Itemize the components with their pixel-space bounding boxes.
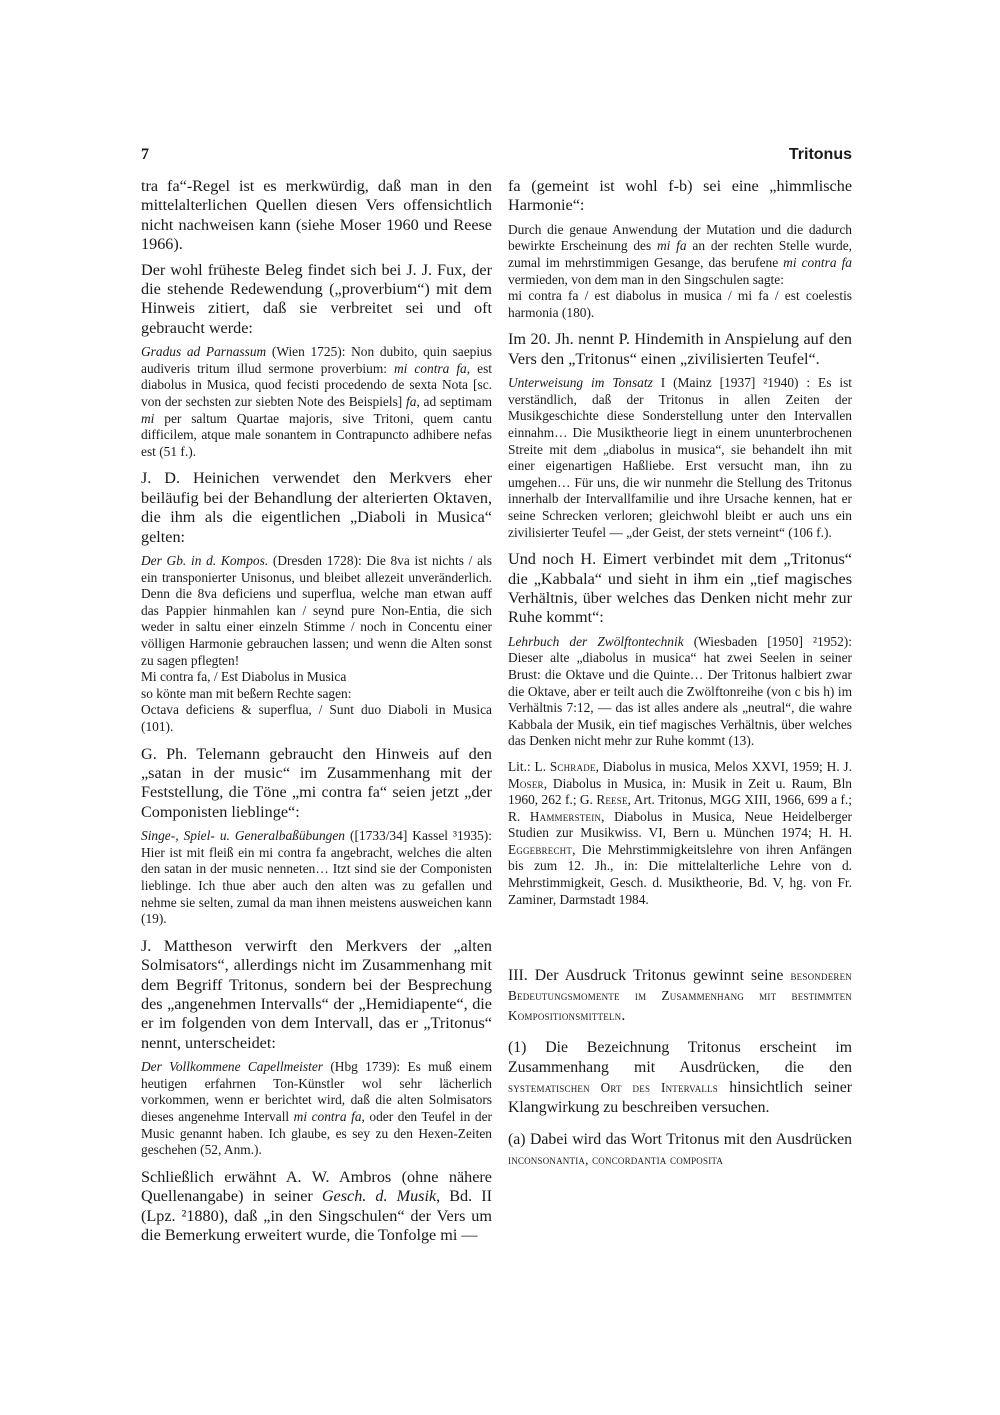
- quote-text: , ad septimam: [416, 394, 493, 410]
- quotation-ambros: [508, 222, 852, 322]
- lit-text: Lit.: L.: [508, 758, 550, 774]
- quote-text: , oder den Teufel in der Music genannt haben. Ich glaube, es sey zu den Hexen-Zeiten geschehen (52, Anm.).: [141, 1108, 492, 1158]
- lit-text: , Diabolus in musica, Melos XXVI, 1959; H. J.: [595, 758, 852, 774]
- source-title: Unterweisung im Tonsatz: [508, 375, 653, 391]
- quotation-hindemith: [508, 375, 852, 541]
- author-name: Reese: [596, 792, 628, 808]
- quote-text: (Wiesbaden [1950] ²1952): Dieser alte „diabolus in musica“ hat zwei Seelen in seiner Brust: die Oktave und die Quinte… Der Tritonus halbiert zwar die Oktave, aber er teilt auch die Zwölftonreihe (von c bis h) im Verhältnis 7:12, — das ist alles andere als „neutral“, die wahre Kabbala der Musik, ein tief magisches Verhältnis, über welches das Denken nicht mehr zur Ruhe kommt (13).: [508, 633, 852, 749]
- quote-emphasis: mi contra fa: [783, 255, 852, 270]
- subsection-a: [508, 1130, 852, 1170]
- author-name: Eggebrecht: [508, 841, 573, 857]
- running-head: Tritonus: [788, 146, 852, 163]
- quote-text: an der rechten Stelle wurde, zumal im mehrstimmigen Gesange, das berufene: [508, 238, 852, 270]
- subsection-1: [508, 1038, 852, 1118]
- quotation-fux: [141, 344, 492, 460]
- quotation-heinichen: [141, 553, 492, 736]
- section-text: hinsichtlich seiner Klangwirkung zu beschreiben versuchen.: [508, 1079, 852, 1117]
- lit-text: , Art. Tritonus, MGG XIII, 1966, 699 a f.; R.: [508, 792, 852, 824]
- paragraph: J. D. Heinichen verwendet den Merkvers eher beiläufig bei der Behandlung der alterierten Oktaven, die ihm als die eigentlichen „Diaboli in Musica“ gelten:: [141, 469, 492, 546]
- quote-line: Mi contra fa, / Est Diabolus in Musica: [141, 669, 347, 685]
- quote-text: (Wien 1725): Non dubito, quin saepius audiveris tritum illud sermone proverbium:: [141, 344, 493, 376]
- quote-text: (Dresden 1728): Die 8va ist nichts / als ein transponierter Unisonus, und bleibet allezeit unveränderlich. Denn die 8va deficiens und superflua, welche man etwan auff das Pappier hinmahlen kan / seynd pure Non-Entia, die sich weder in saltu einer einzeln Stimme / noch in Concentu einer völligen Harmonie gebrauchen lassen; und wenn die Alten sonst zu sagen pflegten!: [141, 553, 492, 668]
- quote-emphasis: mi contra fa: [293, 1108, 362, 1124]
- source-title: Singe-, Spiel- u. Generalbaßübungen: [141, 828, 345, 844]
- quote-line: mi contra fa / est diabolus in musica / mi fa / est coelestis harmonia (180).: [508, 288, 852, 320]
- source-title: Der Gb. in d. Kompos.: [141, 553, 269, 569]
- source-title: Der Vollkommene Capellmeister: [141, 1059, 323, 1075]
- quotation-mattheson: [141, 1059, 492, 1159]
- page-number: 7: [141, 146, 149, 163]
- paragraph: Der wohl früheste Beleg findet sich bei J. J. Fux, der die stehende Redewendung („proverbium“) mit dem Hinweis zitiert, daß sie verbreitet sei und oft gebraucht werde:: [141, 260, 492, 337]
- paragraph: tra fa“-Regel ist es merkwürdig, daß man in den mittelalterlichen Quellen diesen Vers offensichtlich nicht nachweisen kann (siehe Moser 1960 und Reese 1966).: [141, 177, 492, 254]
- quote-text: , est diabolus in Musica, quod fecisti procedendo de sexta Nota [sc. von der sechsten zur siebten Note des Beispiels]: [141, 360, 492, 410]
- lit-text: , Die Mehrstimmigkeitslehre von ihren Anfängen bis zum 12. Jh., in: Die mittelalterliche Lehre von d. Mehrstimmigkeit, Gesch. d. Musiktheorie, Bd. V, hg. von Fr. Zaminer, Darmstadt 1984.: [508, 841, 852, 907]
- quote-emphasis: mi: [141, 410, 155, 426]
- lit-text: , Diabolus in Musica, Neue Heidelberger Studien zur Musikwiss. VI, Bern u. München 1974; H. H.: [508, 808, 852, 841]
- source-title: Gradus ad Parnassum: [141, 344, 267, 360]
- book-title: Gesch. d. Musik: [321, 1187, 437, 1206]
- quote-text: Durch die genaue Anwendung der Mutation und die dadurch bewirkte Erscheinung des: [508, 221, 852, 254]
- right-column: [508, 177, 852, 1182]
- lit-text: , Diabolus in Musica, in: Musik in Zeit u. Raum, Bln 1960, 262 f.; G.: [508, 775, 852, 808]
- paragraph: G. Ph. Telemann gebraucht den Hinweis auf den „satan in der music“ im Zusammenhang mit der Feststellung, die Töne „mi contra fa“ seien jetzt „der Componisten lieblinge“:: [141, 744, 492, 821]
- paragraph: [141, 1168, 492, 1246]
- literature-list: [508, 759, 852, 908]
- quote-text: I (Mainz [1937] ²1940) : Es ist verständlich, daß der Tritonus in allen Zeiten der Musikgeschichte diese Sonderstellung unter den Intervallen einnahm… Die Musiktheorie liegt in einem ununterbrochenen Streite mit dem „diabolus in musica“, sie behandelt ihn mit einer eigenartigen Haßliebe. Erst versucht man, ihn zu umgehen… Für uns, die wir nunmehr die Stellung des Tritonus innerhalb der Intervallfamilie und ihre Ursache kennen, hat er seine Schrecken verloren; gleichwohl bleibt er auch uns ein zivilisierter Teufel — „der Geist, der stets verneint“ (106 f.).: [508, 375, 853, 540]
- section-text: (a) Dabei wird das Wort Tritonus mit den Ausdrücken: [508, 1131, 852, 1149]
- small-caps-term: besonderen Bedeutungsmomente im Zusammenhang mit bestimmten Kompositionsmitteln: [508, 968, 852, 1024]
- author-name: Moser: [508, 775, 544, 791]
- quote-emphasis: mi contra fa: [393, 360, 467, 376]
- quote-text: vermieden, von dem man in den Singschulen sagte:: [508, 271, 784, 287]
- quote-text: per saltum Quartae majoris, sive Tritoni, quem cantu difficilem, atque male sonantem in Contrapuncto adhibere nefas est (51 f.).: [141, 410, 492, 459]
- small-caps-term: systematischen Ort des Intervalls: [508, 1080, 718, 1096]
- section-text: (1) Die Bezeichnung Tritonus erscheint im Zusammenhang mit Ausdrücken, die den: [508, 1039, 852, 1077]
- paragraph: Und noch H. Eimert verbindet mit dem „Tritonus“ die „Kabbala“ und sieht in ihm ein „tief magisches Verhältnis, über welches das Denken nicht mehr zur Ruhe kommt“:: [508, 550, 852, 627]
- section-heading-iii: [508, 966, 852, 1026]
- quote-line: so könte man mit beßern Rechte sagen:: [141, 685, 352, 701]
- author-name: Hammerstein: [529, 808, 602, 824]
- left-column: [141, 177, 492, 1251]
- quotation-eimert: [508, 634, 852, 750]
- quotation-telemann: [141, 828, 492, 928]
- quote-line: Octava deficiens & superflua, / Sunt duo Diaboli in Musica (101).: [141, 702, 492, 734]
- quote-text: ([1733/34] Kassel ³1935): Hier ist mit fleiß ein mi contra fa angebracht, welches die alten den satan in der music nenneten… Itzt sind sie der Componisten lieblinge. Ich thue aber auch den alten was zu gefallen und nehme sie selten, zumal da man ihnen meistens ausweichen kann (19).: [141, 828, 492, 927]
- quote-text: (Hbg 1739): Es muß einem heutigen erfahrnen Ton-Künstler wol sehr lächerlich vorkommen, wenn er berichtet wird, daß die alten Solmisators dieses angenehme Intervall: [141, 1059, 493, 1124]
- paragraph-text: Schließlich erwähnt A. W. Ambros (ohne nähere Quellenangabe) in seiner: [141, 1167, 492, 1206]
- section-text: .: [621, 1007, 626, 1025]
- paragraph: fa (gemeint ist wohl f-b) sei eine „himmlische Harmonie“:: [508, 177, 852, 215]
- small-caps-term: inconsonantia, concordantia composita: [508, 1152, 724, 1168]
- section-text: III. Der Ausdruck Tritonus gewinnt seine: [508, 967, 791, 985]
- author-name: Schrade: [549, 758, 596, 774]
- quote-emphasis: fa: [406, 394, 417, 410]
- paragraph: J. Mattheson verwirft den Merkvers der „alten Solmisators“, allerdings nicht im Zusammenhang mit dem Begriff Tritonus, sondern bei der Besprechung des „angenehmen Intervalls“ der „Hemidiapente“, die er im folgenden von dem Intervall, das er „Tritonus“ nennt, unterscheidet:: [141, 936, 492, 1052]
- paragraph: Im 20. Jh. nennt P. Hindemith in Anspielung auf den Vers den „Tritonus“ einen „zivilisierten Teufel“.: [508, 330, 852, 368]
- section-spacer: [508, 908, 852, 966]
- paragraph-text: , Bd. II (Lpz. ²1880), daß „in den Singschulen“ der Vers um die Bemerkung erweitert wurde, die Tonfolge mi —: [141, 1187, 493, 1244]
- source-title: Lehrbuch der Zwölftontechnik: [508, 633, 684, 649]
- quote-emphasis: mi fa: [657, 238, 687, 254]
